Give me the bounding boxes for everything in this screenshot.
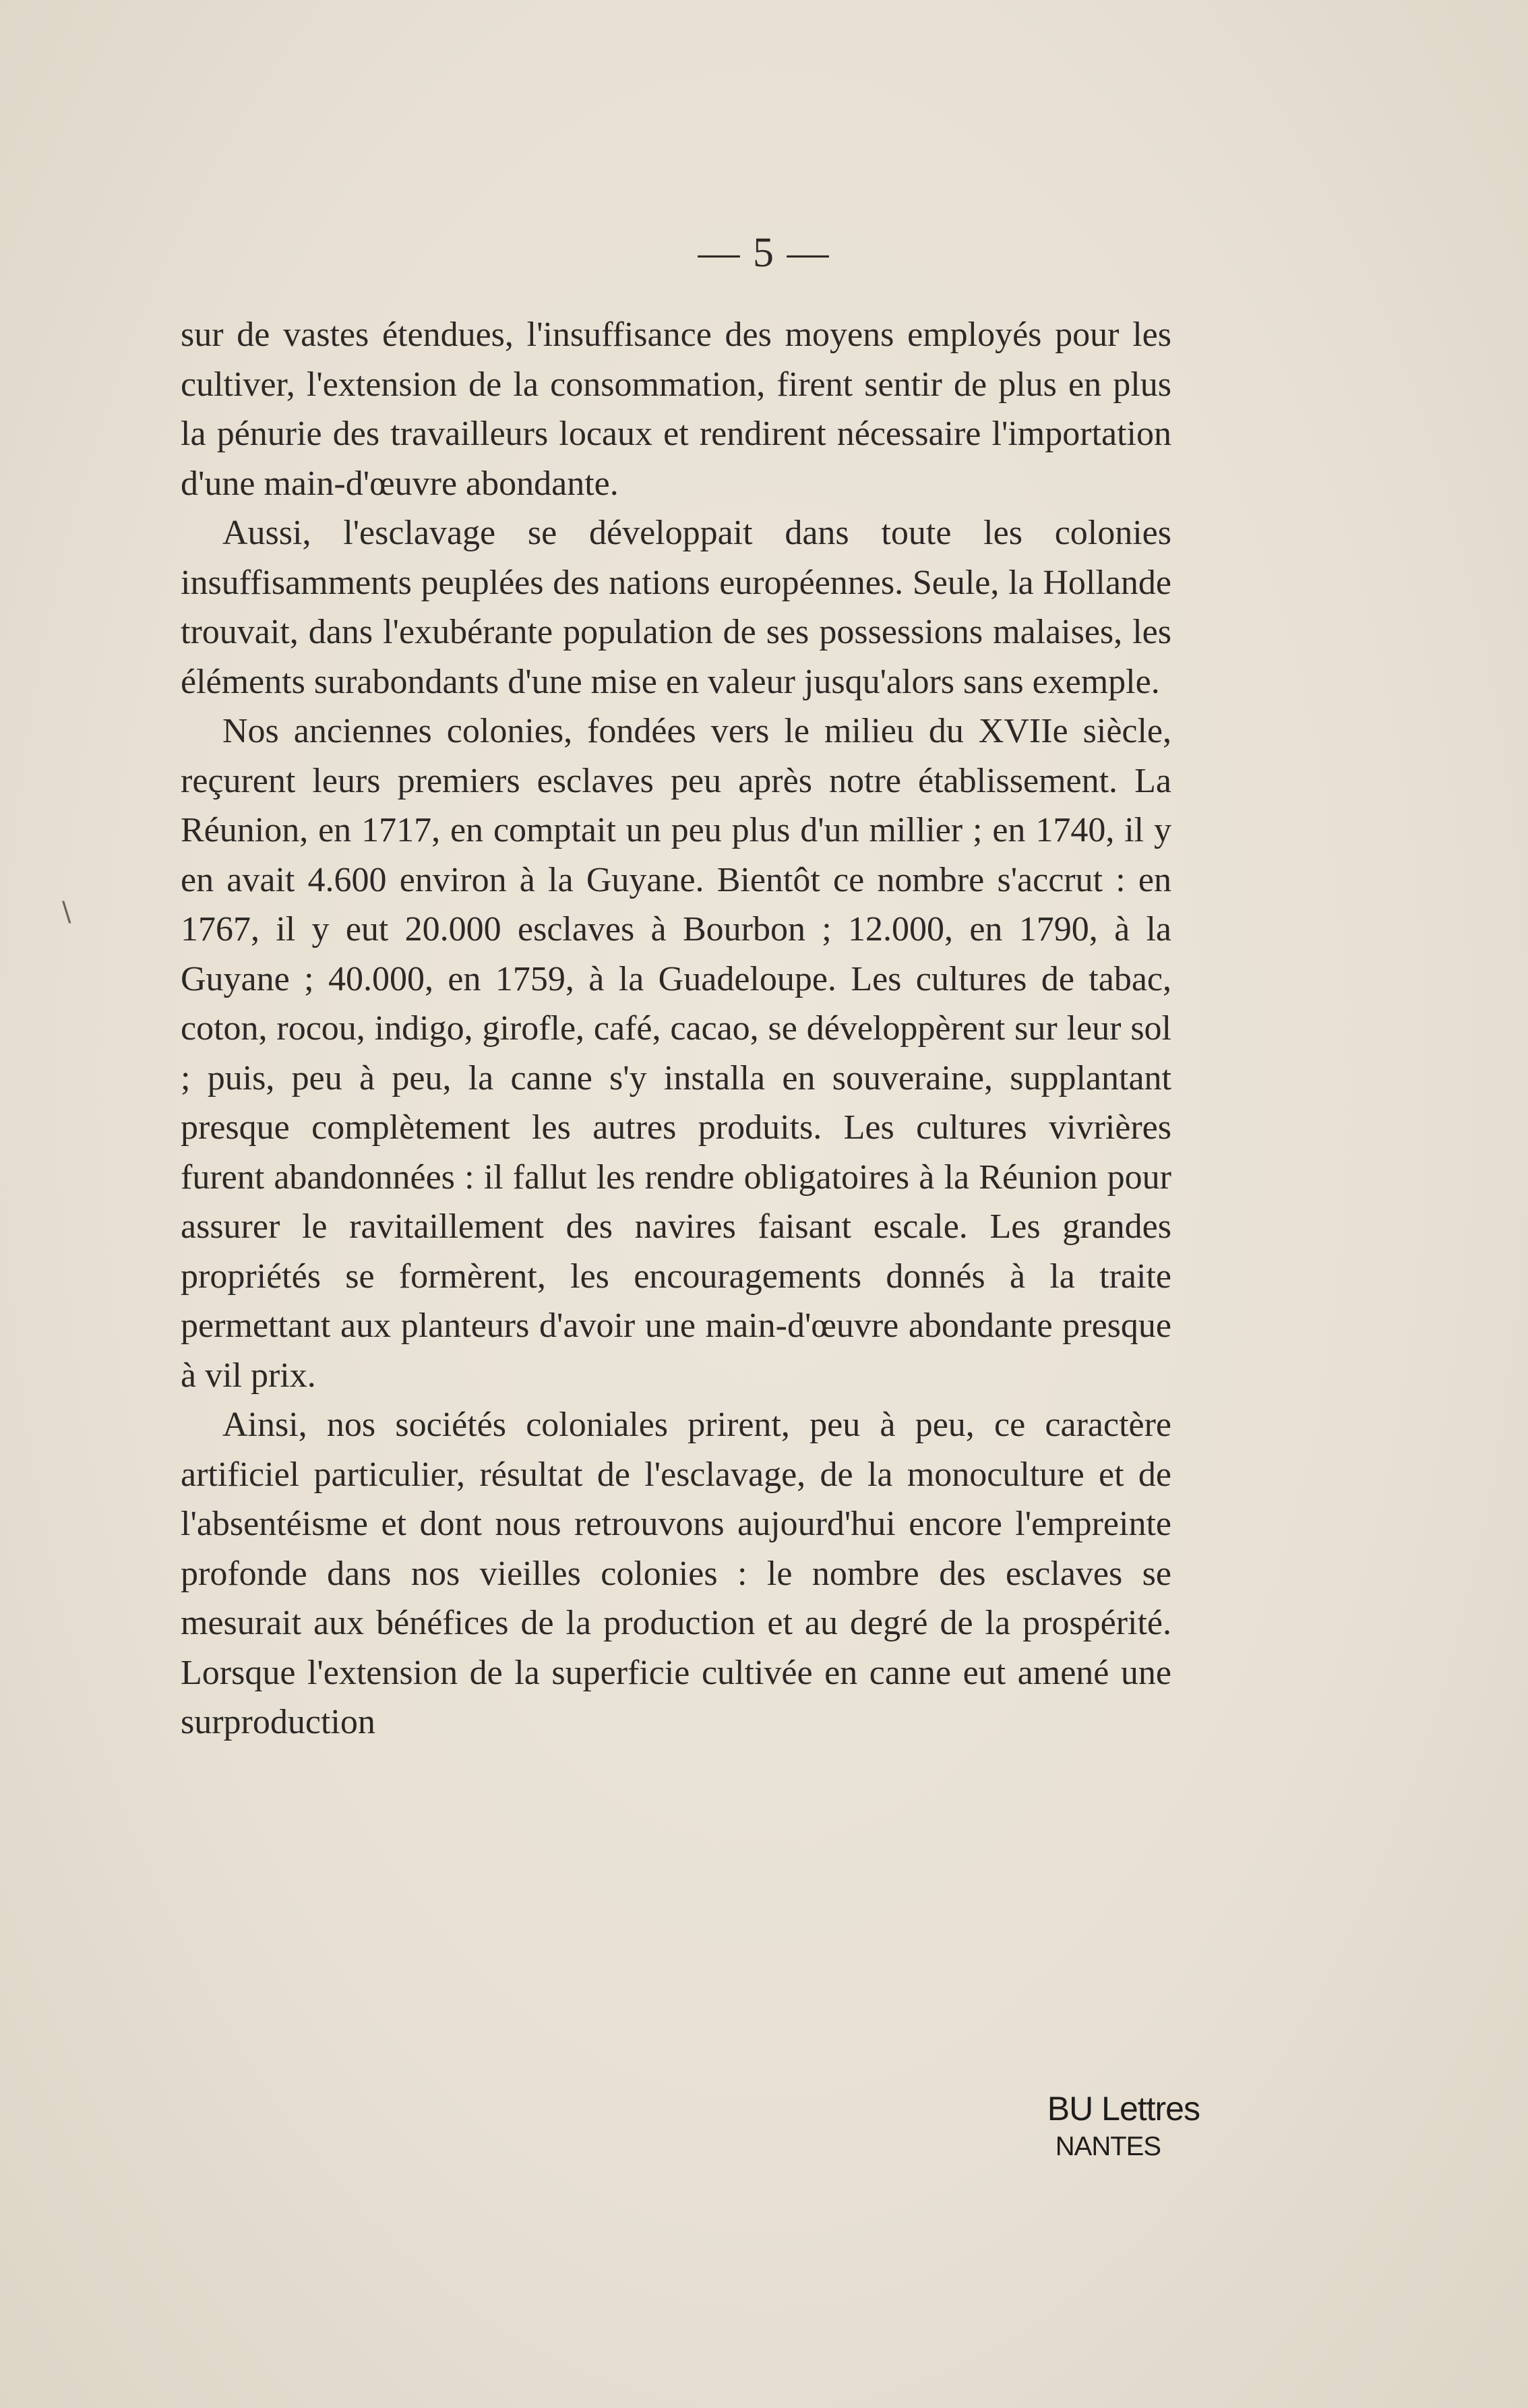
paragraph-4: Ainsi, nos sociétés coloniales prirent, peu à peu, ce caractère artificiel particulier, résultat de l'esclavage, de la monoculture et de l'absentéisme et dont nous retrouvons aujourd'hui encore l'empreinte profonde dans nos vieilles colonies : le nombre des esclaves se mesurait aux bénéfices de la production et au degré de la prospérité. Lorsque l'extension de la superficie cultivée en canne eut amené une surproduction	[181, 1406, 1171, 1741]
stamp-line-1: BU Lettres	[1047, 2090, 1200, 2128]
library-stamp	[998, 2088, 1200, 2164]
paragraph-3: Nos anciennes colonies, fondées vers le milieu du XVIIe siècle, reçurent leurs premiers esclaves peu après notre établissement. La Réunion, en 1717, en comptait un peu plus d'un millier ; en 1740, il y en avait 4.600 environ à la Guyane. Bientôt ce nombre s'accrut : en 1767, il y eut 20.000 esclaves à Bourbon ; 12.000, en 1790, à la Guyane ; 40.000, en 1759, à la Guadeloupe. Les cultures de tabac, coton, rocou, indigo, girofle, café, cacao, se développèrent sur leur sol ; puis, peu à peu, la canne s'y installa en souveraine, supplantant presque complètement les autres produits. Les cultures vivrières furent abandonnées : il fallut les rendre obligatoires à la Réunion pour assurer le ravitaillement des navires faisant escale. Les grandes propriétés se formèrent, les encouragements donnés à la traite permettant aux planteurs d'avoir une main-d'œuvre abondante presque à vil prix.	[181, 712, 1171, 1395]
paragraph-1: sur de vastes étendues, l'insuffisance des moyens employés pour les cultiver, l'extension de la consommation, firent sentir de plus en plus la pénurie des travailleurs locaux et rendirent nécessaire l'importation d'une main-d'œuvre abondante.	[181, 315, 1171, 503]
paragraph-2: Aussi, l'esclavage se développait dans toute les colonies insuffisamments peuplées des nations européennes. Seule, la Hollande trouvait, dans l'exubérante population de ses possessions malaises, les éléments surabondants d'une mise en valeur jusqu'alors sans exemple.	[181, 514, 1171, 701]
stamp-line-2: NANTES	[1055, 2132, 1161, 2161]
body-text	[181, 310, 1171, 1747]
margin-tick-mark: \	[62, 897, 71, 928]
page-number: — 5 —	[698, 230, 830, 276]
